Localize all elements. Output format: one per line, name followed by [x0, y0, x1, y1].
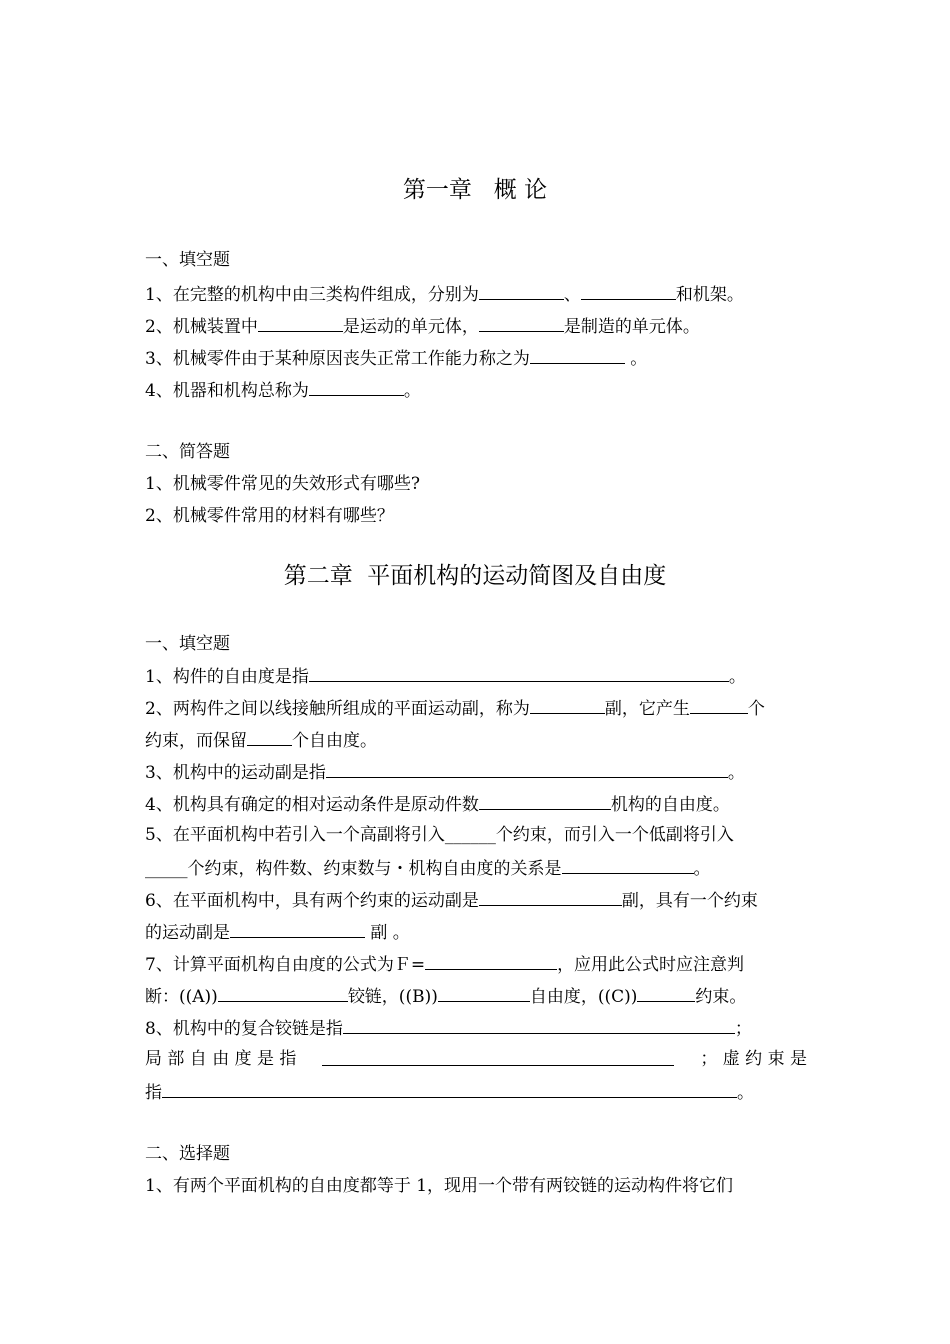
ch2-fill-q5: 5、在平面机构中若引入一个高副将引入______个约束，而引入一个低副将引入 — [145, 825, 734, 845]
answer-blank[interactable] — [690, 695, 748, 714]
ch2-fill-q8-cont2: 指 。 — [145, 1079, 807, 1105]
ch2-fill-q8-cont: 局 部 自 由 度 是 指 ； 虚 约 束 是 — [145, 1049, 807, 1069]
answer-blank[interactable] — [258, 313, 343, 332]
answer-blank[interactable] — [479, 313, 564, 332]
answer-blank[interactable] — [581, 281, 676, 300]
answer-blank[interactable] — [479, 791, 611, 810]
ch1-fill-q4: 4、机器和机构总称为 。 — [145, 377, 807, 403]
answer-blank[interactable] — [530, 695, 605, 714]
chapter1-title: 第一章 概 论 — [402, 177, 548, 203]
answer-blank[interactable] — [562, 855, 694, 874]
answer-blank[interactable] — [343, 1015, 735, 1034]
ch2-fill-q2-cont: 约束，而保留 个自由度。 — [145, 727, 807, 753]
chapter2-fill-heading: 一、填空题 — [145, 634, 230, 654]
answer-blank[interactable] — [438, 983, 530, 1002]
ch2-fill-q7: 7、计算平面机构自由度的公式为Ｆ= ，应用此公式时应注意判 — [145, 951, 807, 977]
answer-blank[interactable] — [530, 345, 625, 364]
ch2-fill-q2: 2、两构件之间以线接触所组成的平面运动副，称为 副，它产生 个 — [145, 695, 807, 721]
chapter2-choice-heading: 二、选择题 — [145, 1144, 230, 1164]
answer-blank[interactable] — [309, 377, 404, 396]
answer-blank[interactable] — [425, 951, 557, 970]
ch1-short-q2: 2、机械零件常用的材料有哪些？ — [145, 506, 394, 526]
ch1-fill-q1: 1、在完整的机构中由三类构件组成，分别为 、 和机架。 — [145, 281, 807, 307]
answer-blank[interactable] — [230, 919, 365, 938]
answer-blank[interactable] — [322, 1047, 674, 1066]
answer-blank[interactable] — [218, 983, 348, 1002]
ch2-fill-q8: 8、机构中的复合铰链是指 ； — [145, 1015, 807, 1041]
ch2-fill-q6: 6、在平面机构中，具有两个约束的运动副是 副，具有一个约束 — [145, 887, 807, 913]
chapter1-fill-heading: 一、填空题 — [145, 250, 230, 270]
answer-blank[interactable] — [309, 663, 729, 682]
answer-blank[interactable] — [326, 759, 728, 778]
ch2-fill-q7-cont: 断：((A)) 铰链，((B)) 自由度，((C)) 约束。 — [145, 983, 807, 1009]
answer-blank[interactable] — [162, 1079, 737, 1098]
ch2-choice-q1: 1、有两个平面机构的自由度都等于 1，现用一个带有两铰链的运动构件将它们 — [145, 1176, 734, 1196]
chapter2-title: 第二章 平面机构的运动简图及自由度 — [283, 563, 667, 589]
ch1-short-q1: 1、机械零件常见的失效形式有哪些? — [145, 474, 420, 494]
answer-blank[interactable] — [637, 983, 695, 1002]
ch1-fill-q2: 2、机械装置中 是运动的单元体， 是制造的单元体。 — [145, 313, 807, 339]
answer-blank[interactable] — [479, 887, 622, 906]
chapter1-short-heading: 二、简答题 — [145, 442, 230, 462]
answer-blank[interactable] — [479, 281, 564, 300]
ch2-fill-q3: 3、机构中的运动副是指 。 — [145, 759, 807, 785]
ch2-fill-q4: 4、机构具有确定的相对运动条件是原动件数 机构的自由度。 — [145, 791, 807, 817]
ch2-fill-q5-cont: _____个约束，构件数、约束数与・机构自由度的关系是 。 — [145, 855, 807, 881]
ch1-fill-q3: 3、机械零件由于某种原因丧失正常工作能力称之为 。 — [145, 345, 807, 371]
ch2-fill-q6-cont: 的运动副是 副 。 — [145, 919, 807, 945]
ch2-fill-q1: 1、构件的自由度是指 。 — [145, 663, 807, 689]
answer-blank[interactable] — [247, 727, 292, 746]
